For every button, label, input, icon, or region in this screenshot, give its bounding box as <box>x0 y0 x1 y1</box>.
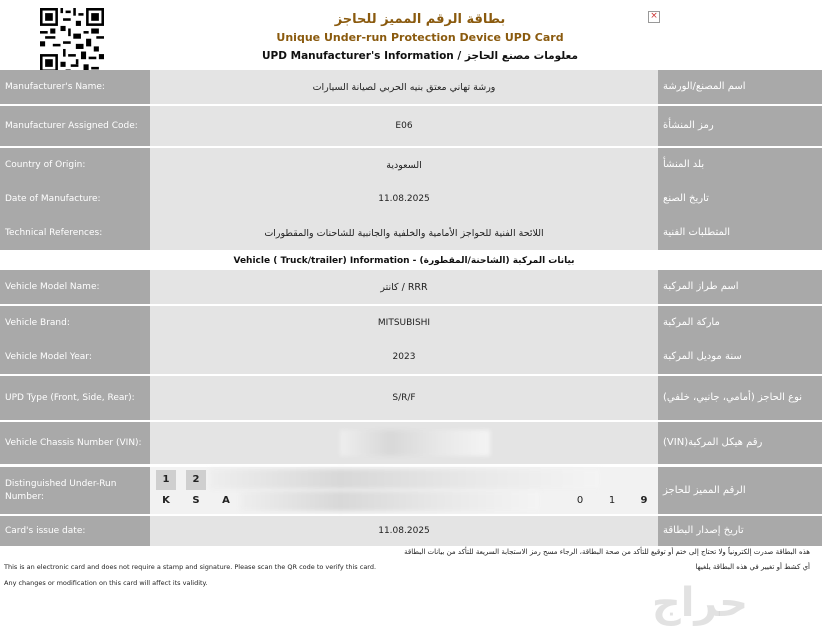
field-label-en: Technical References: <box>0 216 150 250</box>
field-label-en: Date of Manufacture: <box>0 182 150 216</box>
field-label-ar: تاريخ إصدار البطاقة <box>658 516 822 546</box>
field-label-ar: المتطلبات الفنية <box>658 216 822 250</box>
field-label-en: Vehicle Brand: <box>0 306 150 340</box>
number-cell: A <box>222 495 230 506</box>
redaction-blur <box>340 430 490 456</box>
redaction-blur <box>240 491 540 511</box>
footer-note-ar-1: هذه البطاقة صدرت إلكترونياً ولا تحتاج إلى ختم أو توقيع للتأكد من صحة البطاقة، الرجاء مسح رمز الاستجابة السريعة للتأكد من بيانات البطاقة <box>404 548 810 556</box>
country-row <box>0 148 822 182</box>
vehicle-brand-row <box>0 306 822 340</box>
field-label-ar: ماركة المركبة <box>658 306 822 340</box>
manufacturer-section-title: UPD Manufacturer's Information / معلومات مصنع الحاجز <box>262 50 578 62</box>
field-label-en: UPD Type (Front, Side, Rear): <box>0 376 150 420</box>
field-value: S/R/F <box>150 376 658 420</box>
field-label-ar: نوع الحاجز (أمامي، جانبي، خلفي) <box>658 376 822 420</box>
vehicle-year-row <box>0 340 822 374</box>
field-label-ar: سنة موديل المركبة <box>658 340 822 374</box>
field-label-ar: تاريخ الصنع <box>658 182 822 216</box>
upd-number-cells <box>150 467 658 514</box>
watermark-text: حراج <box>651 580 749 626</box>
redaction-blur <box>210 469 600 489</box>
qr-code <box>40 8 104 72</box>
field-value: E06 <box>150 106 658 146</box>
field-value: RRR / كانتر <box>150 270 658 304</box>
field-value: ورشة تهاني معتق بنيه الحربي لصيانة السيارات <box>150 70 658 104</box>
manufacturer-code-row <box>0 106 822 146</box>
upd-number-row <box>0 467 822 514</box>
number-cell: S <box>192 495 200 506</box>
field-label-ar: رمز المنشأة <box>658 106 822 146</box>
field-label-en: Manufacturer's Name: <box>0 70 150 104</box>
number-cell: K <box>162 495 170 506</box>
field-label-ar: رقم هيكل المركبة(VIN) <box>658 422 822 464</box>
field-value: 11.08.2025 <box>150 516 658 546</box>
number-cell: 0 <box>576 495 584 506</box>
field-label-ar: بلد المنشأ <box>658 148 822 182</box>
field-label-en: Manufacturer Assigned Code: <box>0 106 150 146</box>
field-label-en: Vehicle Model Year: <box>0 340 150 374</box>
vin-row <box>0 422 822 464</box>
number-cell: 1 <box>608 495 616 506</box>
field-label-en: Distinguished Under-Run Number: <box>0 467 150 514</box>
issue-date-row <box>0 516 822 546</box>
upd-type-row <box>0 376 822 420</box>
field-label-ar: الرقم المميز للحاجز <box>658 467 822 514</box>
number-cell: 1 <box>156 470 176 490</box>
broken-image-icon: × <box>648 11 660 23</box>
field-label-ar: اسم المصنع/الورشة <box>658 70 822 104</box>
field-label-en: Vehicle Chassis Number (VIN): <box>0 422 150 464</box>
number-cell: 2 <box>186 470 206 490</box>
card-title-ar: بطاقة الرقم المميز للحاجز <box>334 12 506 27</box>
field-label-en: Vehicle Model Name: <box>0 270 150 304</box>
vehicle-section-title: Vehicle ( Truck/trailer) Information - بيانات المركبة (الشاحنة/المقطورة) <box>233 256 575 266</box>
footer-note-ar-2: أي كشط أو تغيير في هذه البطاقة يلغيها <box>695 563 810 571</box>
field-value: 11.08.2025 <box>150 182 658 216</box>
field-label-en: Country of Origin: <box>0 148 150 182</box>
manufacture-date-row <box>0 182 822 216</box>
card-title-en: Unique Under-run Protection Device UPD Card <box>276 31 564 44</box>
number-cell: 9 <box>640 495 648 506</box>
field-label-en: Card's issue date: <box>0 516 150 546</box>
field-value: اللائحة الفنية للحواجز الأمامية والخلفية والجانبية للشاحنات والمقطورات <box>150 216 658 250</box>
footer-note-en-1: This is an electronic card and does not require a stamp and signature. Please scan the QR code to verify this card. <box>4 563 377 571</box>
field-value: السعودية <box>150 148 658 182</box>
vehicle-model-row <box>0 270 822 304</box>
field-value: MITSUBISHI <box>150 306 658 340</box>
field-value: 2023 <box>150 340 658 374</box>
haraj-watermark <box>580 578 820 628</box>
field-label-ar: اسم طراز المركبة <box>658 270 822 304</box>
manufacturer-name-row <box>0 70 822 104</box>
footer-note-en-2: Any changes or modification on this card will affect its validity. <box>4 579 208 587</box>
technical-references-row <box>0 216 822 250</box>
